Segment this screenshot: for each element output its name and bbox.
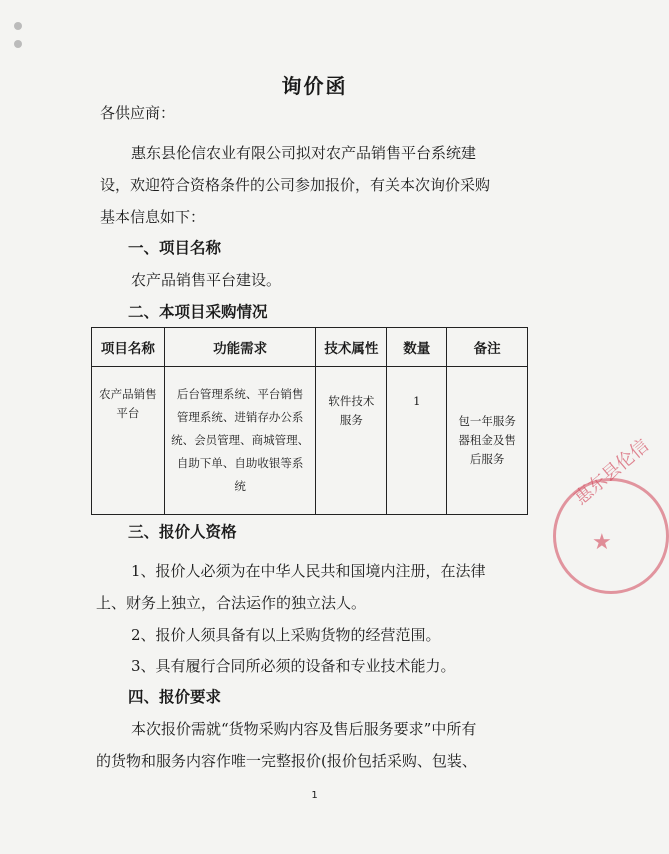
table-header: 技术属性: [316, 328, 387, 367]
company-seal-text: 惠东县伦信: [570, 435, 654, 510]
tech-cell: 软件技术 服务: [316, 367, 387, 515]
intro-line: 基本信息如下：: [100, 208, 206, 226]
table-header: 数量: [387, 328, 447, 367]
table-header: 备注: [447, 328, 528, 367]
qualification-item: 1、报价人必须为在中华人民共和国境内注册，在法律: [131, 562, 486, 580]
document-title: 询价函: [281, 74, 348, 98]
qualification-item: 3、具有履行合同所必须的设备和专业技术能力。: [131, 657, 456, 675]
table-header: 项目名称: [92, 328, 165, 367]
project-name-cell: 农产品销售 平台: [92, 367, 165, 515]
salutation: 各供应商：: [100, 104, 176, 122]
table-header: 功能需求: [164, 328, 316, 367]
table-header-row: [92, 328, 528, 367]
notes-cell: 包一年服务 器租金及售 后服务: [447, 367, 528, 515]
section-heading: 一、项目名称: [128, 239, 222, 257]
table-row: [92, 367, 528, 515]
intro-line: 惠东县伦信农业有限公司拟对农产品销售平台系统建: [131, 144, 477, 162]
requirements-cell: 后台管理系统、平台销售 管理系统、进销存办公系 统、会员管理、商城管理、 自助下单、自助收银等系 统: [164, 367, 316, 515]
quantity-cell: 1: [387, 367, 447, 515]
procurement-table: [91, 327, 528, 515]
intro-line: 设，欢迎符合资格条件的公司参加报价，有关本次询价采购: [100, 176, 491, 194]
quote-requirement-line: 的货物和服务内容作唯一完整报价(报价包括采购、包装、: [96, 752, 477, 770]
seal-star-icon: ★: [592, 530, 612, 555]
section-heading: 三、报价人资格: [128, 523, 237, 541]
section-body: 农产品销售平台建设。: [131, 271, 282, 289]
section-heading: 四、报价要求: [128, 688, 222, 706]
binding-hole: [14, 22, 22, 30]
qualification-item: 上、财务上独立，合法运作的独立法人。: [96, 594, 367, 612]
section-heading: 二、本项目采购情况: [128, 303, 268, 321]
qualification-item: 2、报价人须具备有以上采购货物的经营范围。: [131, 626, 441, 644]
binding-hole: [14, 40, 22, 48]
quote-requirement-line: 本次报价需就“货物采购内容及售后服务要求”中所有: [131, 720, 477, 738]
page-number: 1: [311, 790, 318, 801]
